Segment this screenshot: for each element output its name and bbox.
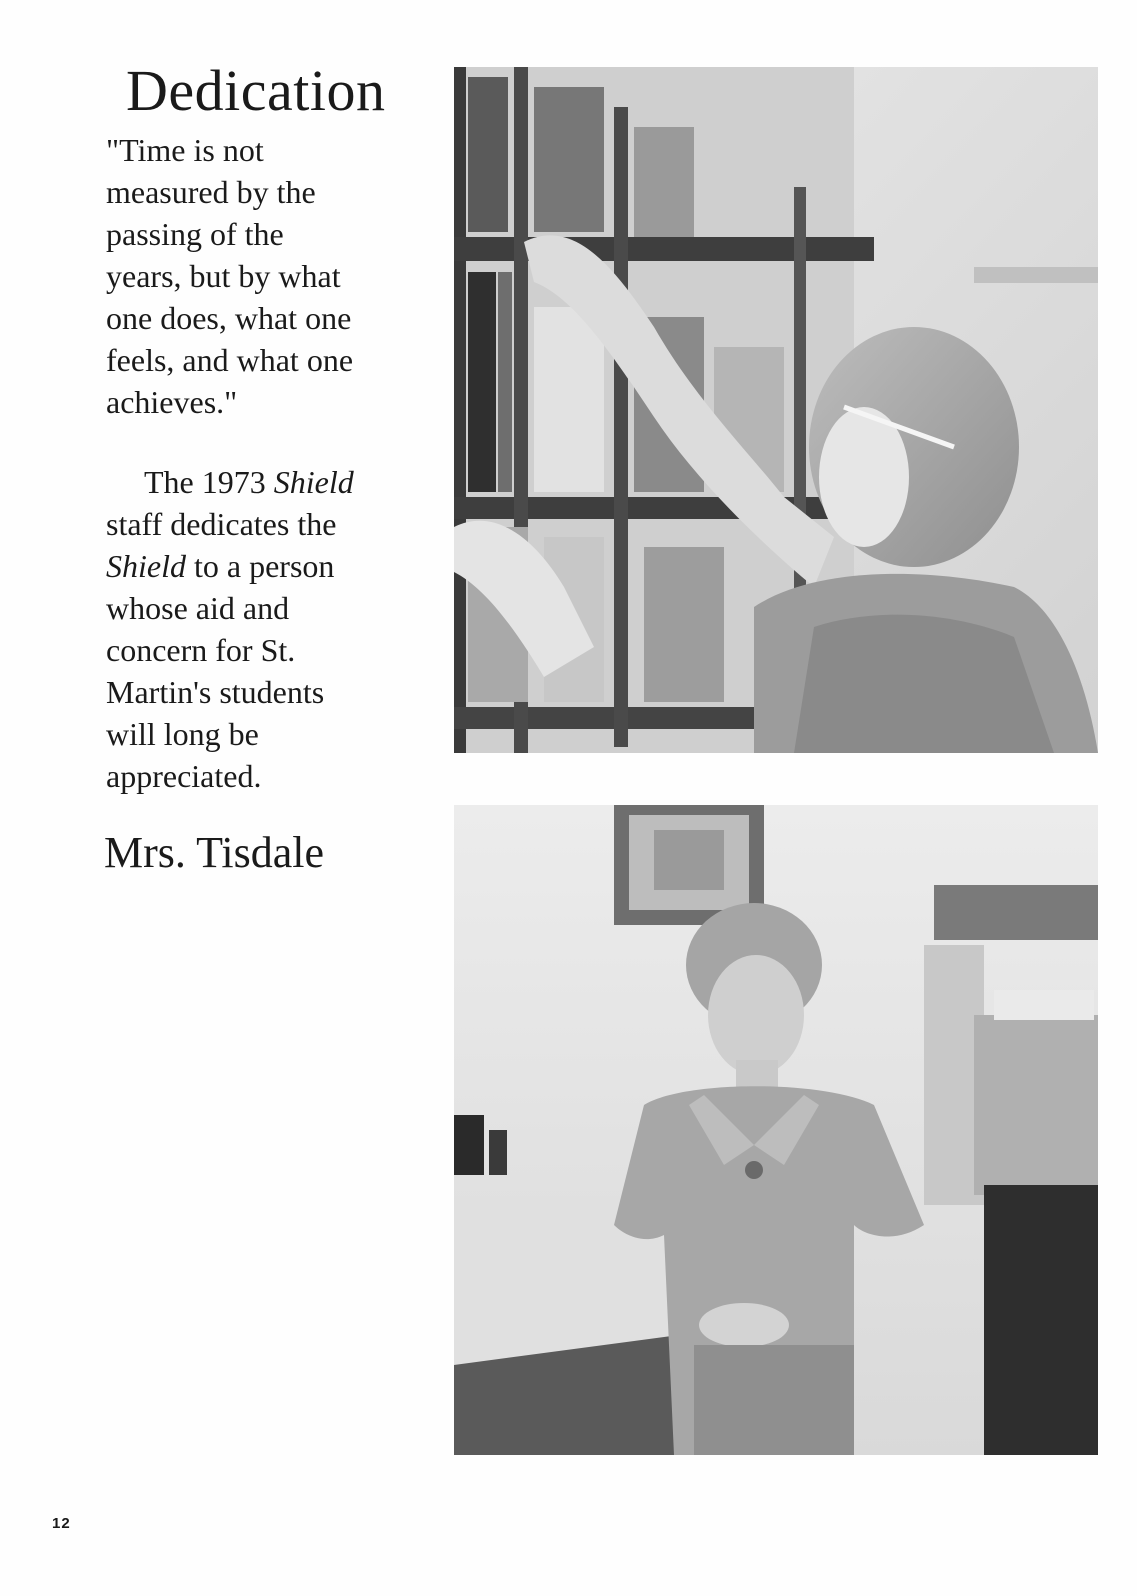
quote-line: one does, what one — [106, 300, 352, 336]
quote-line: passing of the — [106, 216, 284, 252]
dedication-line: will long be — [106, 716, 259, 752]
shield-italic: Shield — [273, 464, 354, 500]
photo-woman-reaching-bookshelf-icon — [454, 67, 1098, 753]
quote-line: years, but by what — [106, 258, 341, 294]
quote-line: measured by the — [106, 174, 316, 210]
dedication-text: The 1973 — [144, 464, 274, 500]
quote-line: feels, and what one — [106, 342, 354, 378]
dedication-line: concern for St. — [106, 632, 296, 668]
dedication-line: staff dedicates the — [106, 506, 337, 542]
photo-woman-reaching-bookshelf — [454, 67, 1098, 753]
dedication-line: Martin's students — [106, 674, 325, 710]
dedication-paragraph — [106, 461, 406, 797]
dedication-line: appreciated. — [106, 758, 262, 794]
quote-line: "Time is not — [106, 132, 264, 168]
page-title: Dedication — [126, 58, 386, 123]
dedication-quote — [106, 129, 406, 423]
dedication-line — [106, 461, 406, 503]
shield-italic: Shield — [106, 548, 186, 584]
dedication-line: whose aid and — [106, 590, 290, 626]
honoree-name: Mrs. Tisdale — [104, 828, 325, 877]
photo-woman-portrait-office-icon — [454, 805, 1098, 1455]
dedication-text: to a person — [185, 548, 335, 584]
page-number: 12 — [52, 1515, 71, 1532]
quote-line: achieves." — [106, 384, 238, 420]
dedication-line — [106, 545, 406, 587]
photo-woman-portrait-office — [454, 805, 1098, 1455]
